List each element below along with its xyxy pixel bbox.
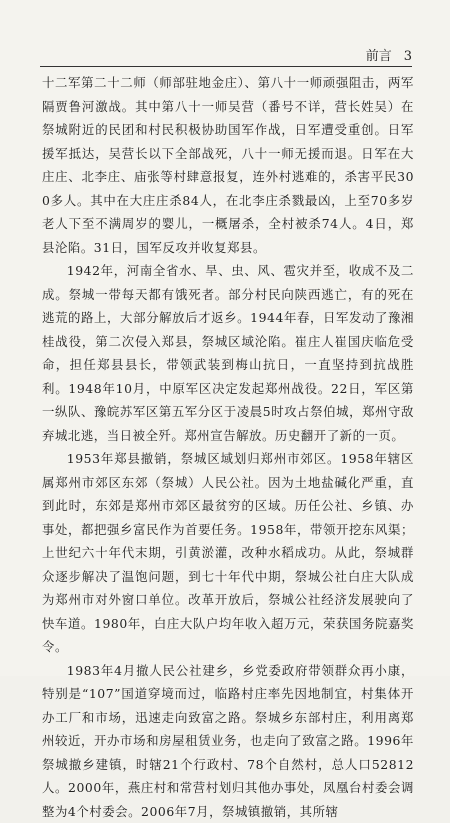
paragraph: 十二军第二十二师（师部驻地金庄）、第八十一师顽强阻击，两军隔贾鲁河激战。其中第八十一师吴营（番号不详，营长姓吴）在祭城附近的民团和村民积极协助国军作战，日军遭受重创。日军援军抵达，吴营长以下全部战死，八十一师无援而退。日军在大庄庄、北李庄、庙张等村肆意报复，连外村逃难的，杀害平民300多人。其中在大庄庄杀84人，在北李庄杀戮最凶，上至70多岁老人下至不满周岁的婴儿，一概屠杀，全村被杀74人。4日，郑县沦陷。31日，国军反攻并收复郑县。 bbox=[42, 71, 414, 259]
paragraph: 1953年郑县撤销，祭城区域划归郑州市郊区。1958年辖区属郑州市郊区东郊（祭城）人民公社。因为土地盐碱化严重，直到此时，东郊是郑州市郊区最贫穷的区域。历任公社、乡镇、办事处，都把强乡富民作为首要任务。1958年，带领开挖东风渠；上世纪六十年代末期，引黄淤灌，改种水稻成功。从此，祭城群众逐步解决了温饱问题，到七十年代中期，祭城公社白庄大队成为郑州市对外窗口单位。改革开放后，祭城公社经济发展驶向了快车道。1980年，白庄大队户均年收入超万元，荣获国务院嘉奖令。 bbox=[42, 447, 414, 659]
body-text bbox=[42, 71, 414, 823]
paragraph: 1983年4月撤人民公社建乡，乡党委政府带领群众再小康，特别是“107”国道穿境而过，临路村庄率先因地制宜，村集体开办工厂和市场，迅速走向致富之路。祭城乡东部村庄，利用离郑州较近，开办市场和房屋租赁业务，也走向了致富之路。1996年祭城撤乡建镇，时辖21个行政村、78个自然村，总人口52812人。2000年，燕庄村和常营村划归其他办事处，凤凰台村委会调整为4个村委会。2006年7月，祭城镇撤销，其所辖 bbox=[42, 659, 414, 823]
section-title: 前言 bbox=[366, 45, 392, 64]
page-number: 3 bbox=[404, 49, 412, 64]
header-rule bbox=[40, 66, 412, 67]
paragraph: 1942年，河南全省水、旱、虫、风、雹灾并至，收成不及二成。祭城一带每天都有饿死者。部分村民向陕西逃亡，有的死在逃荒的路上，大部分解放后才返乡。1944年春，日军发动了豫湘桂战役，第二次侵入郑县，祭城区域沦陷。崔庄人崔国庆临危受命，担任郑县县长，带领武装到梅山抗日，一直坚持到抗战胜利。1948年10月，中原军区决定发起郑州战役。22日，军区第一纵队、豫皖苏军区第五军分区于凌晨5时攻占祭伯城，郑州守敌弃城北逃，当日被全歼。郑州宣告解放。历史翻开了新的一页。 bbox=[42, 259, 414, 447]
running-header bbox=[40, 44, 412, 64]
